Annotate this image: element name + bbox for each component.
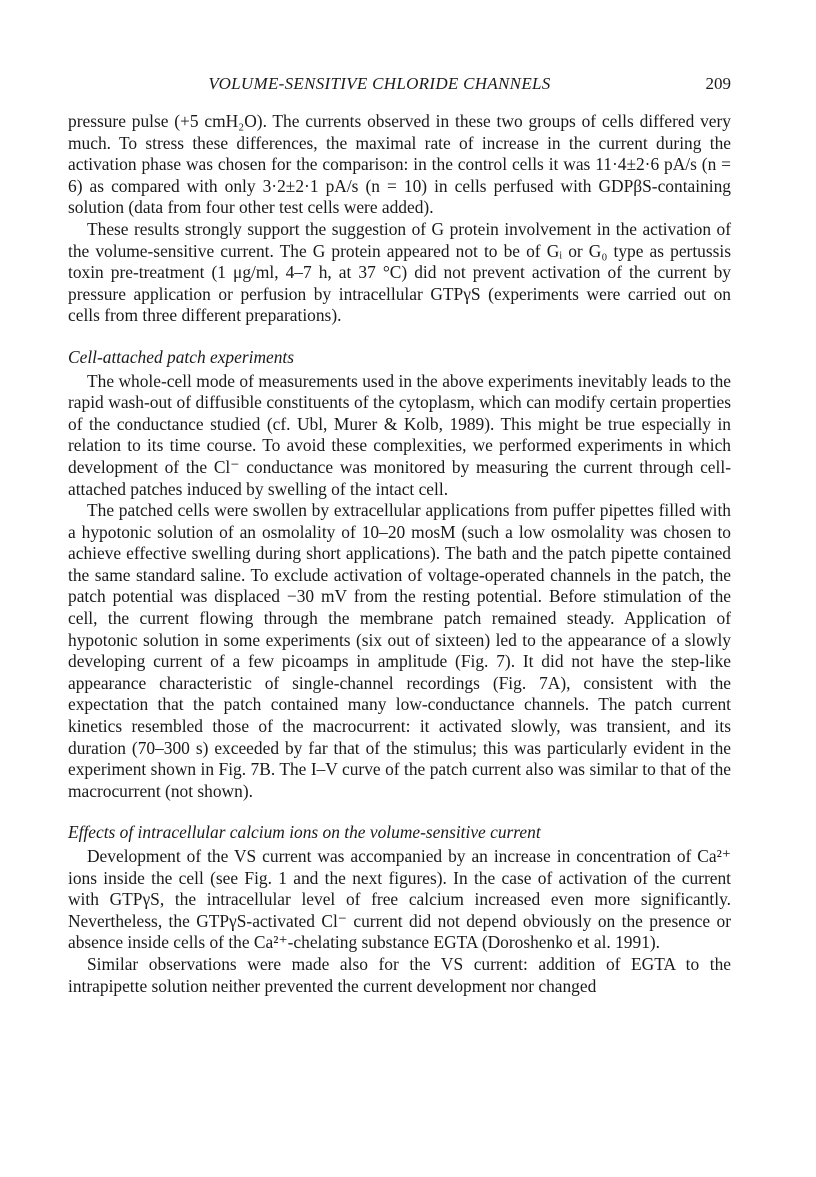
paragraph: The whole-cell mode of measurements used in the above experiments inevitably leads to the rapid wash-out of diffusible constituents of the cytoplasm, which can modify certain properties of the conductance studied (cf. Ubl, Murer & Kolb, 1989). This might be true especially in relation to its time course. To avoid these complexities, we performed experiments in which development of the Cl⁻ conductance was monitored by measuring the current through cell-attached patches induced by swelling of the intact cell. [68, 370, 731, 499]
paragraph: These results strongly support the suggestion of G protein involvement in the activation of the volume-sensitive current. The G protein appeared not to be of Gᵢ or G₀ type as pertussis toxin pre-treatment (1 μg/ml, 4–7 h, at 37 °C) did not prevent activation of the current by pressure application or perfusion by intracellular GTPγS (experiments were carried out on cells from three different preparations). [68, 218, 731, 326]
paragraph: Development of the VS current was accompanied by an increase in concentration of Ca²⁺ ions inside the cell (see Fig. 1 and the next figures). In the case of activation of the current with GTPγS, the intracellular level of free calcium increased even more significantly. Nevertheless, the GTPγS-activated Cl⁻ current did not depend obviously on the presence or absence inside cells of the Ca²⁺-chelating substance EGTA (Doroshenko et al. 1991). [68, 846, 731, 953]
paragraph: The patched cells were swollen by extracellular applications from puffer pipettes filled with a hypotonic solution of an osmolality of 10–20 mosM (such a low osmolality was chosen to achieve effective swelling during short applications). The bath and the patch pipette contained the same standard saline. To exclude activation of voltage-operated channels in the patch, the patch potential was displaced −30 mV from the resting potential. Before stimulation of the cell, the current flowing through the membrane patch remained steady. Application of hypotonic solution in some experiments (six out of sixteen) led to the appearance of a slowly developing current of a few picoamps in amplitude (Fig. 7). It did not have the step-like appearance characteristic of single-channel recordings (Fig. 7A), consistent with the expectation that the patch contained many low-conductance channels. The patch current kinetics resembled those of the macrocurrent: it activated slowly, was transient, and its duration (70–300 s) exceeded by far that of the stimulus; this was particularly evident in the experiment shown in Fig. 7B. The I–V curve of the patch current also was similar to that of the macrocurrent (not shown). [68, 500, 731, 801]
paragraph: pressure pulse (+5 cmH₂O). The currents observed in these two groups of cells differed very much. To stress these differences, the maximal rate of increase in the current during the activation phase was chosen for the comparison: in the control cells it was 11·4±2·6 pA/s (n = 6) as compared with only 3·2±2·1 pA/s (n = 10) in cells perfused with GDPβS-containing solution (data from four other test cells were added). [68, 111, 731, 218]
page [68, 74, 731, 997]
paragraph: Similar observations were made also for the VS current: addition of EGTA to the intrapipette solution neither prevented the current development nor changed [68, 953, 731, 996]
page-number: 209 [705, 74, 731, 93]
running-title: VOLUME-SENSITIVE CHLORIDE CHANNELS [208, 74, 551, 93]
running-head [68, 74, 731, 98]
body-text [68, 111, 731, 997]
section-heading: Effects of intracellular calcium ions on the volume-sensitive current [68, 822, 541, 843]
section-heading: Cell-attached patch experiments [68, 346, 295, 367]
